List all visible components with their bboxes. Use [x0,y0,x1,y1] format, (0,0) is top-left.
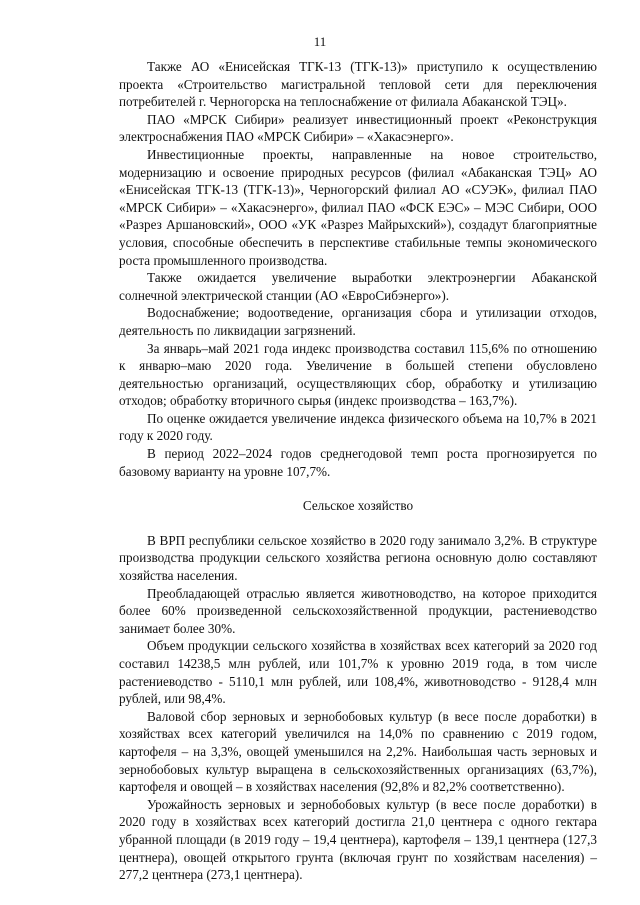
paragraph: Также АО «Енисейская ТГК-13 (ТГК-13)» приступило к осуществлению проекта «Строительство магистральной тепловой сети для переключения потребителей г. Черногорска на теплоснабжение от филиала Абаканской ТЭЦ». [119,59,597,110]
page-body [119,58,597,884]
paragraph: В период 2022–2024 годов среднегодовой темп роста прогнозируется по базовому варианту на уровне 107,7%. [119,446,597,479]
paragraph: По оценке ожидается увеличение индекса физического объема на 10,7% в 2021 году к 2020 году. [119,410,597,444]
paragraph: Преобладающей отраслью является животноводство, на которое приходится более 60% произведенной сельскохозяйственной продукции, растениеводство занимает более 30%. [119,585,597,636]
paragraph: Валовой сбор зерновых и зернобобовых культур (в весе после доработки) в хозяйствах всех категорий увеличился на 14,0% по сравнению с 2019 годом, картофеля – на 3,3%, овощей уменьшился на 2,2%. Наибольшая часть зерновых и зернобобовых культур выращена в сельскохозяйственных организациях (63,7%), картофеля и овощей – в хозяйствах населения (92,8% и 82,2% соответственно). [119,708,597,795]
paragraph: Объем продукции сельского хозяйства в хозяйствах всех категорий за 2020 год составил 14238,5 млн рублей, или 101,7% к уровню 2019 года, в том числе растениеводство - 5110,1 млн рублей, или 108,4%, животноводство - 9128,4 млн рублей, или 98,4%. [119,638,597,707]
paragraph: Инвестиционные проекты, направленные на новое строительство, модернизацию и освоение природных ресурсов (филиал «Абаканская ТЭЦ» АО «Енисейская ТГК-13 (ТГК-13)», Черногорский филиал АО «СУЭК», филиал ПАО «МРСК Сибири» – «Хакасэнерго», филиал ПАО «ФСК ЕЭС» – МЭС Сибири, ООО «Разрез Аршановский», ООО «УК «Разрез Майрыхский»), создадут благоприятные условия, способные обеспечить в перспективе стабильные темпы экономического роста промышленного производства. [119,146,597,268]
page-number: 11 [313,34,327,49]
paragraph: Урожайность зерновых и зернобобовых культур (в весе после доработки) в 2020 году в хозяйствах всех категорий достигла 21,0 центнера с одного гектара убранной площади (в 2019 году – 19,4 центнера), картофеля – 139,1 центнера (127,3 центнера), овощей открытого грунта (включая грунт по хозяйствам населения) – 277,2 центнера (273,1 центнера). [119,796,597,883]
paragraph: Водоснабжение; водоотведение, организация сбора и утилизации отходов, деятельность по ликвидации загрязнений. [119,305,597,338]
paragraph: За январь–май 2021 года индекс производства составил 115,6% по отношению к январю–маю 2020 года. Увеличение в большей степени обусловлено деятельностью организаций, осуществляющих сбор, обработку и утилизацию отходов; обработку вторичного сырья (индекс производства – 163,7%). [119,340,597,409]
paragraph: Также ожидается увеличение выработки электроэнергии Абаканской солнечной электрической станции (АО «ЕвроСибэнерго»). [119,270,597,303]
paragraph: В ВРП республики сельское хозяйство в 2020 году занимало 3,2%. В структуре производства продукции сельского хозяйства региона основную долю составляют хозяйства населения. [119,532,597,584]
section-heading: Сельское хозяйство [302,498,414,514]
paragraph: ПАО «МРСК Сибири» реализует инвестиционный проект «Реконструкция электроснабжения ПАО «МРСК Сибири» – «Хакасэнерго». [119,111,597,145]
